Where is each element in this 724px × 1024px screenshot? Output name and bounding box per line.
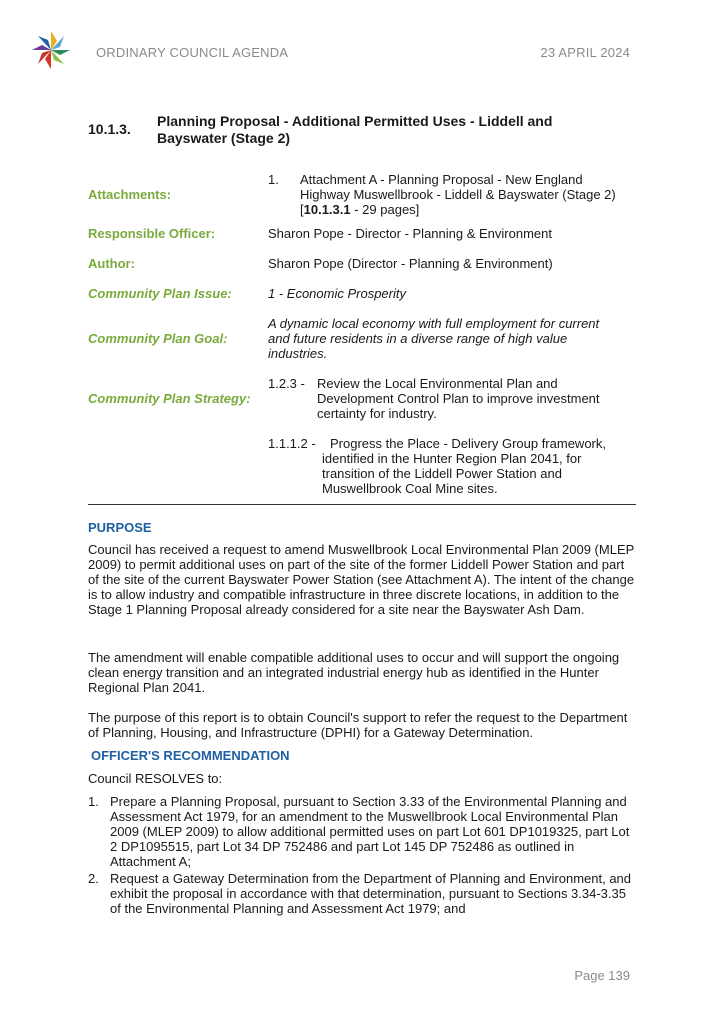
item-title: Planning Proposal - Additional Permitted Uses - Liddell and Bayswater (Stage 2) (157, 113, 553, 146)
strategy-1-number: 1.2.3 - (268, 376, 305, 391)
purpose-paragraph-1: Council has received a request to amend Muswellbrook Local Environmental Plan 2009 (MLEP 2009) to permit additional uses on part of the site of the former Liddell Power Station and part of the site of the current Bayswater Power Station (see Attachment A). The intent of the change is to allow industry and compatible infrastructure in three discrete locations, in addition to the Stage 1 Planning Proposal already considered for a site near the Bayswater Ash Dam. (88, 542, 635, 617)
recommendation-item-2-number: 2. (88, 871, 99, 886)
agenda-date: 23 APRIL 2024 (540, 45, 630, 60)
strategy-2-line-1: Progress the Place - Delivery Group framework, (330, 436, 606, 451)
attachment-line-1: Attachment A - Planning Proposal - New England (300, 172, 583, 187)
strategy-2-text: identified in the Hunter Region Plan 2041, for transition of the Liddell Power Station and Muswellbrook Coal Mine sites. (322, 451, 582, 496)
plan-goal-label: Community Plan Goal: (88, 331, 228, 346)
council-logo (30, 29, 72, 71)
responsible-officer-label: Responsible Officer: (88, 226, 216, 241)
recommendation-item-1-text: Prepare a Planning Proposal, pursuant to Section 3.33 of the Environmental Planning and Assessment Act 1979, for an amendment to the Muswellbrook Local Environmental Plan 2009 (MLEP 2009) to allow additional permitted uses on part Lot 601 DP1019325, part Lot 2 DP1095515, part Lot 34 DP 752486 and part Lot 145 DP 752486 as outlined in Attachment A; (110, 794, 630, 869)
recommendation-item-1-number: 1. (88, 794, 99, 809)
plan-goal-value: A dynamic local economy with full employment for current and future residents in a diverse range of high value industries. (268, 316, 600, 361)
purpose-paragraph-2: The amendment will enable compatible additional uses to occur and will support the ongoing clean energy transition and an integrated industrial energy hub as identified in the Hunter Regional Plan 2041. (88, 650, 620, 695)
author-value: Sharon Pope (Director - Planning & Environment) (268, 256, 553, 271)
attachment-ref: [10.1.3.1 - 29 pages] (300, 202, 420, 217)
attachments-label: Attachments: (88, 187, 172, 202)
plan-strategy-label: Community Plan Strategy: (88, 391, 251, 406)
strategy-1-text: Review the Local Environmental Plan and Development Control Plan to improve investment certainty for industry. (317, 376, 600, 421)
attachment-item[interactable] (300, 172, 640, 217)
strategy-2-number: 1.1.1.2 - (268, 436, 316, 451)
agenda-title: ORDINARY COUNCIL AGENDA (96, 45, 289, 60)
recommendation-item-2-text: Request a Gateway Determination from the Department of Planning and Environment, and exhibit the proposal in accordance with that determination, pursuant to Sections 3.34-3.35 of the Environmental Planning and Assessment Act 1979; and (110, 871, 632, 916)
attachment-ref-number: 10.1.3.1 (303, 202, 351, 217)
author-label: Author: (88, 256, 135, 271)
section-divider (88, 504, 636, 505)
plan-issue-value: 1 - Economic Prosperity (268, 286, 406, 301)
purpose-paragraph-3: The purpose of this report is to obtain Council's support to refer the request to the Department of Planning, Housing, and Infrastructure (DPHI) for a Gateway Determination. (88, 710, 628, 740)
recommendation-heading: OFFICER'S RECOMMENDATION (91, 748, 290, 763)
item-number: 10.1.3. (88, 121, 131, 137)
recommendation-intro: Council RESOLVES to: (88, 771, 223, 786)
attachment-line-2: Highway Muswellbrook - Liddell & Bayswater (Stage 2) (300, 187, 616, 202)
purpose-heading: PURPOSE (88, 520, 152, 535)
page-number: Page 139 (574, 968, 630, 983)
plan-issue-label: Community Plan Issue: (88, 286, 232, 301)
attachment-number: 1. (268, 172, 279, 187)
responsible-officer-value: Sharon Pope - Director - Planning & Environment (268, 226, 552, 241)
